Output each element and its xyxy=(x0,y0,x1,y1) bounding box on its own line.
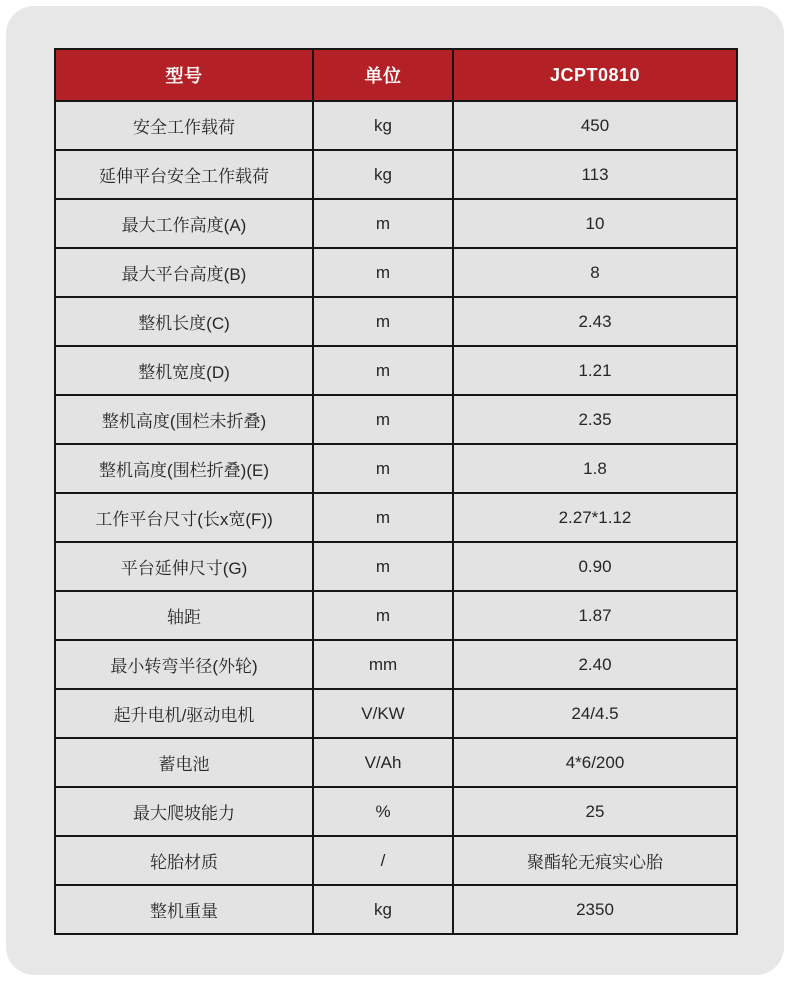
spec-table xyxy=(54,48,738,935)
spec-unit-cell: m xyxy=(313,493,453,542)
spec-value-cell: 0.90 xyxy=(453,542,737,591)
header-cell-unit: 单位 xyxy=(313,49,453,101)
spec-row xyxy=(55,836,737,885)
spec-row xyxy=(55,444,737,493)
spec-label-cell: 工作平台尺寸(长x宽(F)) xyxy=(55,493,313,542)
spec-row xyxy=(55,199,737,248)
spec-unit-cell: m xyxy=(313,199,453,248)
page-background-panel xyxy=(6,6,784,975)
spec-value-cell: 24/4.5 xyxy=(453,689,737,738)
spec-value-cell: 2.40 xyxy=(453,640,737,689)
spec-unit-cell: m xyxy=(313,346,453,395)
spec-row xyxy=(55,493,737,542)
spec-label-cell: 最小转弯半径(外轮) xyxy=(55,640,313,689)
spec-label-cell: 蓄电池 xyxy=(55,738,313,787)
spec-unit-cell: m xyxy=(313,542,453,591)
spec-value-cell: 450 xyxy=(453,101,737,150)
spec-label-cell: 整机宽度(D) xyxy=(55,346,313,395)
spec-row xyxy=(55,297,737,346)
spec-value-cell: 10 xyxy=(453,199,737,248)
spec-unit-cell: m xyxy=(313,395,453,444)
spec-value-cell: 2.43 xyxy=(453,297,737,346)
spec-value-cell: 25 xyxy=(453,787,737,836)
spec-row xyxy=(55,542,737,591)
spec-table-body xyxy=(55,101,737,934)
spec-label-cell: 安全工作载荷 xyxy=(55,101,313,150)
spec-value-cell: 2.27*1.12 xyxy=(453,493,737,542)
spec-row xyxy=(55,689,737,738)
header-cell-model: 型号 xyxy=(55,49,313,101)
spec-value-cell: 8 xyxy=(453,248,737,297)
spec-value-cell: 2.35 xyxy=(453,395,737,444)
spec-unit-cell: m xyxy=(313,248,453,297)
spec-label-cell: 轴距 xyxy=(55,591,313,640)
spec-unit-cell: kg xyxy=(313,101,453,150)
spec-label-cell: 轮胎材质 xyxy=(55,836,313,885)
spec-row xyxy=(55,738,737,787)
spec-unit-cell: mm xyxy=(313,640,453,689)
header-cell-value: JCPT0810 xyxy=(453,49,737,101)
spec-row xyxy=(55,101,737,150)
spec-label-cell: 最大平台高度(B) xyxy=(55,248,313,297)
spec-row xyxy=(55,395,737,444)
spec-label-cell: 整机长度(C) xyxy=(55,297,313,346)
spec-row xyxy=(55,248,737,297)
spec-unit-cell: m xyxy=(313,444,453,493)
spec-unit-cell: / xyxy=(313,836,453,885)
spec-value-cell: 1.21 xyxy=(453,346,737,395)
spec-value-cell: 1.87 xyxy=(453,591,737,640)
spec-row xyxy=(55,787,737,836)
header-row xyxy=(55,49,737,101)
spec-value-cell: 1.8 xyxy=(453,444,737,493)
spec-table-header xyxy=(55,49,737,101)
spec-row xyxy=(55,885,737,934)
spec-row xyxy=(55,346,737,395)
spec-unit-cell: kg xyxy=(313,885,453,934)
spec-row xyxy=(55,640,737,689)
spec-unit-cell: % xyxy=(313,787,453,836)
spec-row xyxy=(55,150,737,199)
spec-unit-cell: V/Ah xyxy=(313,738,453,787)
spec-unit-cell: m xyxy=(313,297,453,346)
spec-value-cell: 聚酯轮无痕实心胎 xyxy=(453,836,737,885)
spec-label-cell: 最大爬坡能力 xyxy=(55,787,313,836)
spec-label-cell: 延伸平台安全工作载荷 xyxy=(55,150,313,199)
spec-unit-cell: kg xyxy=(313,150,453,199)
spec-label-cell: 起升电机/驱动电机 xyxy=(55,689,313,738)
spec-label-cell: 整机重量 xyxy=(55,885,313,934)
spec-label-cell: 最大工作高度(A) xyxy=(55,199,313,248)
spec-row xyxy=(55,591,737,640)
spec-value-cell: 4*6/200 xyxy=(453,738,737,787)
spec-label-cell: 整机高度(围栏未折叠) xyxy=(55,395,313,444)
spec-unit-cell: V/KW xyxy=(313,689,453,738)
spec-value-cell: 113 xyxy=(453,150,737,199)
spec-value-cell: 2350 xyxy=(453,885,737,934)
spec-label-cell: 平台延伸尺寸(G) xyxy=(55,542,313,591)
spec-unit-cell: m xyxy=(313,591,453,640)
spec-label-cell: 整机高度(围栏折叠)(E) xyxy=(55,444,313,493)
